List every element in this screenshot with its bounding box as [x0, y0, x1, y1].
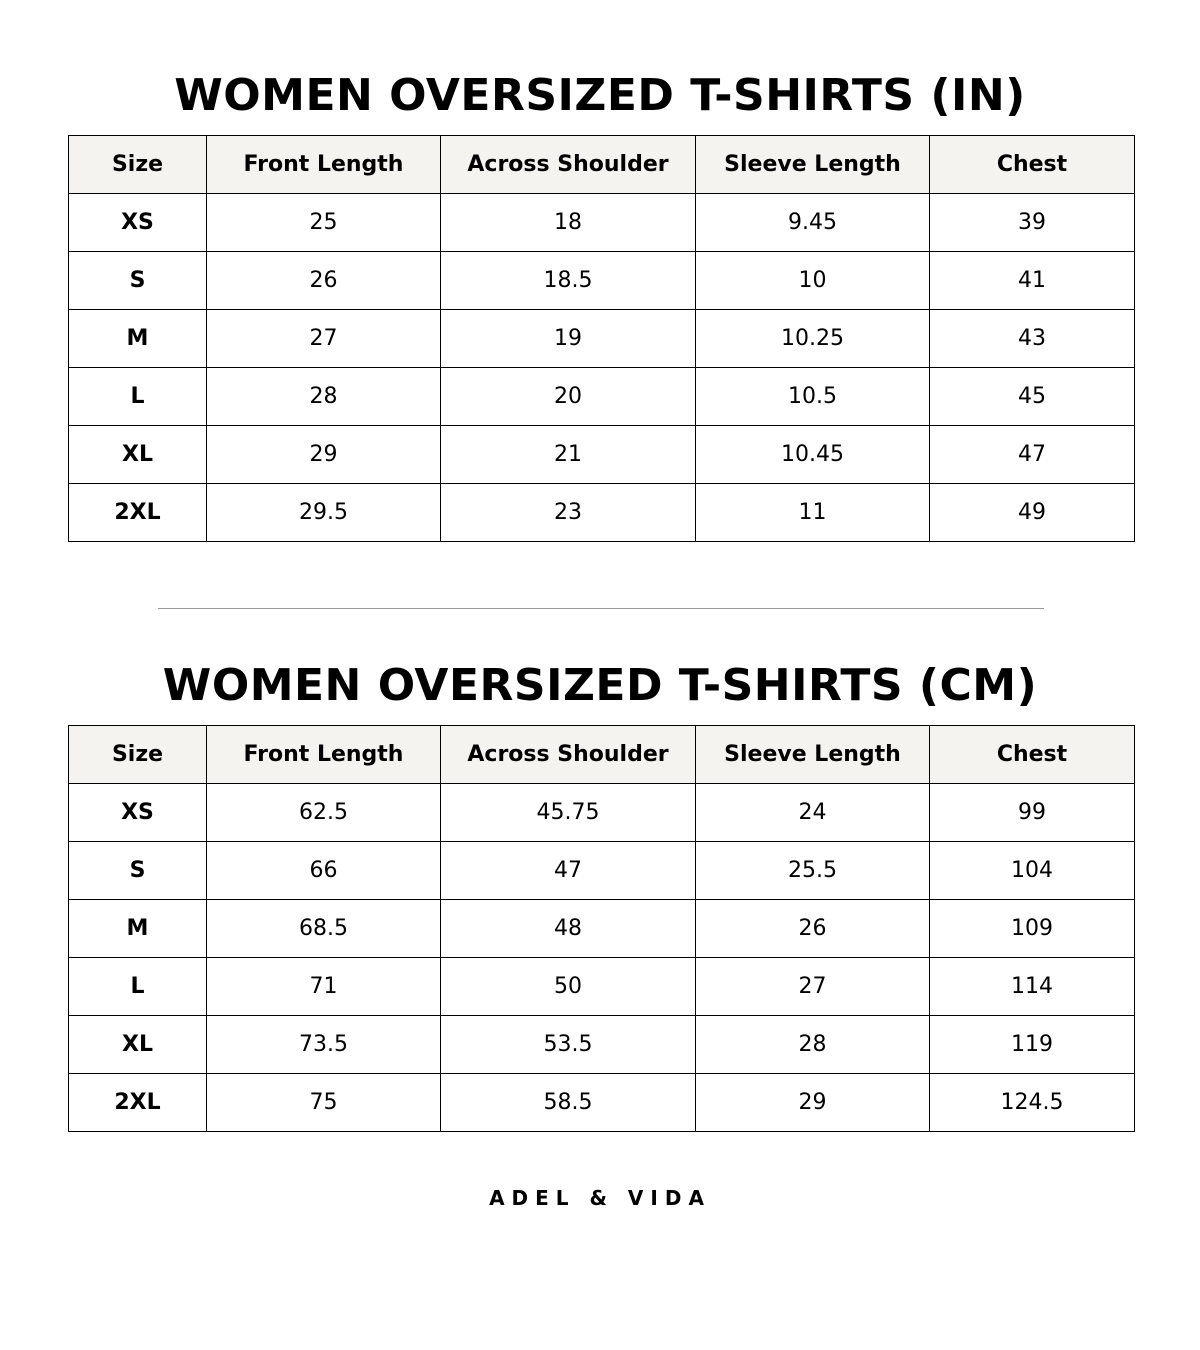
front-length-cell: 28 [207, 368, 441, 426]
sleeve-length-cell: 25.5 [696, 842, 930, 900]
size-cell: 2XL [69, 484, 207, 542]
size-cell: L [69, 368, 207, 426]
size-chart-title-inches: WOMEN OVERSIZED T-SHIRTS (IN) [174, 70, 1026, 121]
sleeve-length-cell: 9.45 [696, 194, 930, 252]
front-length-cell: 75 [207, 1074, 441, 1132]
column-header-front-length: Front Length [207, 136, 441, 194]
front-length-cell: 66 [207, 842, 441, 900]
chest-cell: 99 [930, 784, 1135, 842]
table-header-row [69, 726, 1135, 784]
table-row [69, 1016, 1135, 1074]
size-cell: M [69, 310, 207, 368]
sleeve-length-cell: 10 [696, 252, 930, 310]
across-shoulder-cell: 50 [441, 958, 696, 1016]
across-shoulder-cell: 48 [441, 900, 696, 958]
chest-cell: 124.5 [930, 1074, 1135, 1132]
table-row [69, 842, 1135, 900]
sleeve-length-cell: 29 [696, 1074, 930, 1132]
across-shoulder-cell: 20 [441, 368, 696, 426]
table-row [69, 252, 1135, 310]
sleeve-length-cell: 10.25 [696, 310, 930, 368]
size-cell: L [69, 958, 207, 1016]
across-shoulder-cell: 18.5 [441, 252, 696, 310]
across-shoulder-cell: 21 [441, 426, 696, 484]
table-row [69, 484, 1135, 542]
table-header-row [69, 136, 1135, 194]
front-length-cell: 62.5 [207, 784, 441, 842]
table-row [69, 426, 1135, 484]
table-row [69, 900, 1135, 958]
size-cell: XS [69, 194, 207, 252]
front-length-cell: 25 [207, 194, 441, 252]
chest-cell: 119 [930, 1016, 1135, 1074]
chest-cell: 47 [930, 426, 1135, 484]
size-cell: XL [69, 426, 207, 484]
column-header-chest: Chest [930, 136, 1135, 194]
across-shoulder-cell: 53.5 [441, 1016, 696, 1074]
front-length-cell: 73.5 [207, 1016, 441, 1074]
sleeve-length-cell: 27 [696, 958, 930, 1016]
column-header-across-shoulder: Across Shoulder [441, 726, 696, 784]
across-shoulder-cell: 19 [441, 310, 696, 368]
sleeve-length-cell: 28 [696, 1016, 930, 1074]
column-header-across-shoulder: Across Shoulder [441, 136, 696, 194]
across-shoulder-cell: 58.5 [441, 1074, 696, 1132]
across-shoulder-cell: 45.75 [441, 784, 696, 842]
section-divider [158, 608, 1044, 609]
front-length-cell: 71 [207, 958, 441, 1016]
size-cell: S [69, 842, 207, 900]
column-header-size: Size [69, 726, 207, 784]
table-row [69, 1074, 1135, 1132]
size-cell: 2XL [69, 1074, 207, 1132]
table-row [69, 784, 1135, 842]
table-row [69, 194, 1135, 252]
front-length-cell: 27 [207, 310, 441, 368]
column-header-sleeve-length: Sleeve Length [696, 726, 930, 784]
sleeve-length-cell: 11 [696, 484, 930, 542]
chest-cell: 109 [930, 900, 1135, 958]
chest-cell: 41 [930, 252, 1135, 310]
table-row [69, 310, 1135, 368]
size-table-centimeters [68, 725, 1135, 1132]
sleeve-length-cell: 26 [696, 900, 930, 958]
size-cell: XL [69, 1016, 207, 1074]
size-cell: S [69, 252, 207, 310]
column-header-chest: Chest [930, 726, 1135, 784]
column-header-front-length: Front Length [207, 726, 441, 784]
column-header-size: Size [69, 136, 207, 194]
chest-cell: 43 [930, 310, 1135, 368]
sleeve-length-cell: 24 [696, 784, 930, 842]
chest-cell: 104 [930, 842, 1135, 900]
size-table-inches [68, 135, 1135, 542]
size-chart-title-centimeters: WOMEN OVERSIZED T-SHIRTS (CM) [162, 660, 1038, 711]
front-length-cell: 68.5 [207, 900, 441, 958]
chest-cell: 114 [930, 958, 1135, 1016]
column-header-sleeve-length: Sleeve Length [696, 136, 930, 194]
brand-name: ADEL & VIDA [489, 1186, 711, 1210]
size-cell: M [69, 900, 207, 958]
chest-cell: 45 [930, 368, 1135, 426]
table-row [69, 368, 1135, 426]
chest-cell: 49 [930, 484, 1135, 542]
across-shoulder-cell: 23 [441, 484, 696, 542]
sleeve-length-cell: 10.45 [696, 426, 930, 484]
front-length-cell: 29 [207, 426, 441, 484]
front-length-cell: 26 [207, 252, 441, 310]
table-row [69, 958, 1135, 1016]
across-shoulder-cell: 18 [441, 194, 696, 252]
chest-cell: 39 [930, 194, 1135, 252]
size-cell: XS [69, 784, 207, 842]
sleeve-length-cell: 10.5 [696, 368, 930, 426]
front-length-cell: 29.5 [207, 484, 441, 542]
across-shoulder-cell: 47 [441, 842, 696, 900]
